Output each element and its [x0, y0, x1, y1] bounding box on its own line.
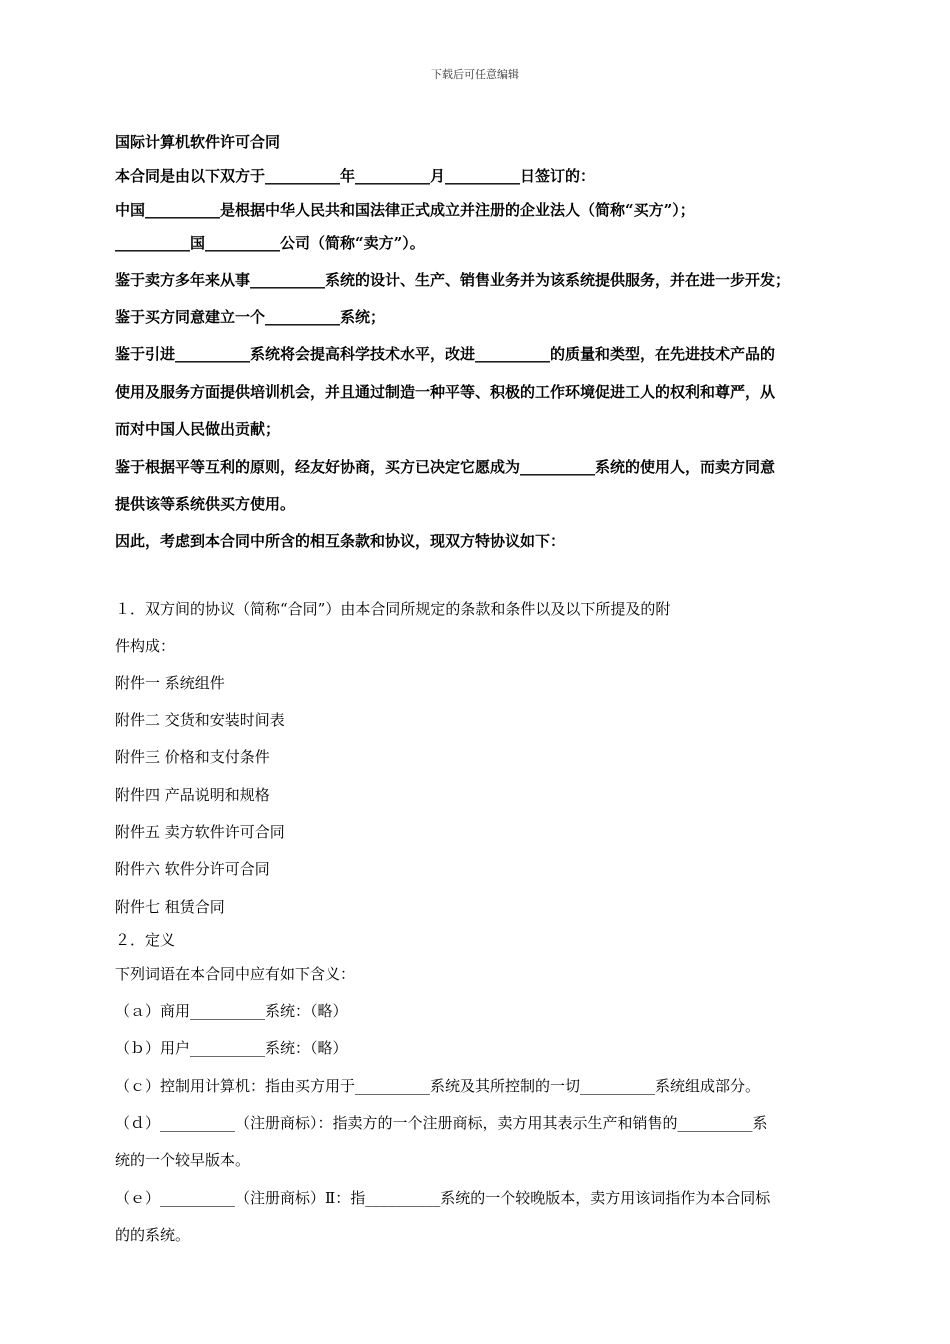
paragraph-line: 鉴于引进__________系统将会提高科学技术水平，改进__________的质量和类型，在先进技术产品的: [115, 345, 776, 363]
clause-1: １．双方间的协议（简称“合同”）由本合同所规定的条款和条件以及以下所提及的附: [115, 600, 671, 618]
paragraph-line: __________国__________公司（简称“卖方”）。: [115, 234, 425, 252]
annex-item: 附件三 价格和支付条件: [115, 748, 270, 766]
clause-1-cont: 件构成：: [115, 637, 176, 655]
annex-item: 附件七 租赁合同: [115, 898, 225, 916]
definition-item: （ａ）商用__________系统：（略）: [115, 1002, 348, 1020]
paragraph-line: 鉴于买方同意建立一个__________系统；: [115, 308, 386, 326]
annex-item: 附件六 软件分许可合同: [115, 860, 270, 878]
paragraph-line: 提供该等系统供买方使用。: [115, 495, 296, 513]
definition-item: （ｂ）用户__________系统：（略）: [115, 1039, 348, 1057]
paragraph-line: 使用及服务方面提供培训机会，并且通过制造一种平等、积极的工作环境促进工人的权利和尊严，从: [115, 383, 776, 401]
annex-item: 附件一 系统组件: [115, 674, 225, 692]
paragraph-line: 因此，考虑到本合同中所含的相互条款和协议，现双方特协议如下：: [115, 532, 566, 550]
paragraph-line: 鉴于卖方多年来从事__________系统的设计、生产、销售业务并为该系统提供服务，并在进一步开发；: [115, 271, 791, 289]
paragraph-line: 中国__________是根据中华人民共和国法律正式成立并注册的企业法人（简称“买方”）；: [115, 201, 695, 219]
definition-intro: 下列词语在本合同中应有如下含义：: [115, 965, 356, 983]
definition-item: （ｅ）__________（注册商标）Ⅱ：指__________系统的一个较晚版本，卖方用该词指作为本合同标: [115, 1189, 771, 1207]
clause-2: ２．定义: [115, 931, 176, 949]
definition-item: （ｄ）__________（注册商标）：指卖方的一个注册商标，卖方用其表示生产和销售的__________系: [115, 1114, 768, 1132]
definition-item-cont: 的的系统。: [115, 1226, 191, 1244]
annex-item: 附件五 卖方软件许可合同: [115, 823, 285, 841]
paragraph-line: 本合同是由以下双方于__________年__________月__________日签订的：: [115, 167, 596, 185]
document-title: 国际计算机软件许可合同: [115, 133, 281, 151]
paragraph-line: 而对中国人民做出贡献；: [115, 420, 281, 438]
definition-item: （ｃ）控制用计算机：指由买方用于__________系统及其所控制的一切__________系统组成部分。: [115, 1077, 761, 1095]
page-header: 下载后可任意编辑: [431, 68, 519, 81]
paragraph-line: 鉴于根据平等互利的原则，经友好协商，买方已决定它愿成为__________系统的使用人，而卖方同意: [115, 458, 776, 476]
annex-item: 附件二 交货和安装时间表: [115, 711, 285, 729]
annex-item: 附件四 产品说明和规格: [115, 786, 270, 804]
definition-item-cont: 统的一个较早版本。: [115, 1151, 251, 1169]
